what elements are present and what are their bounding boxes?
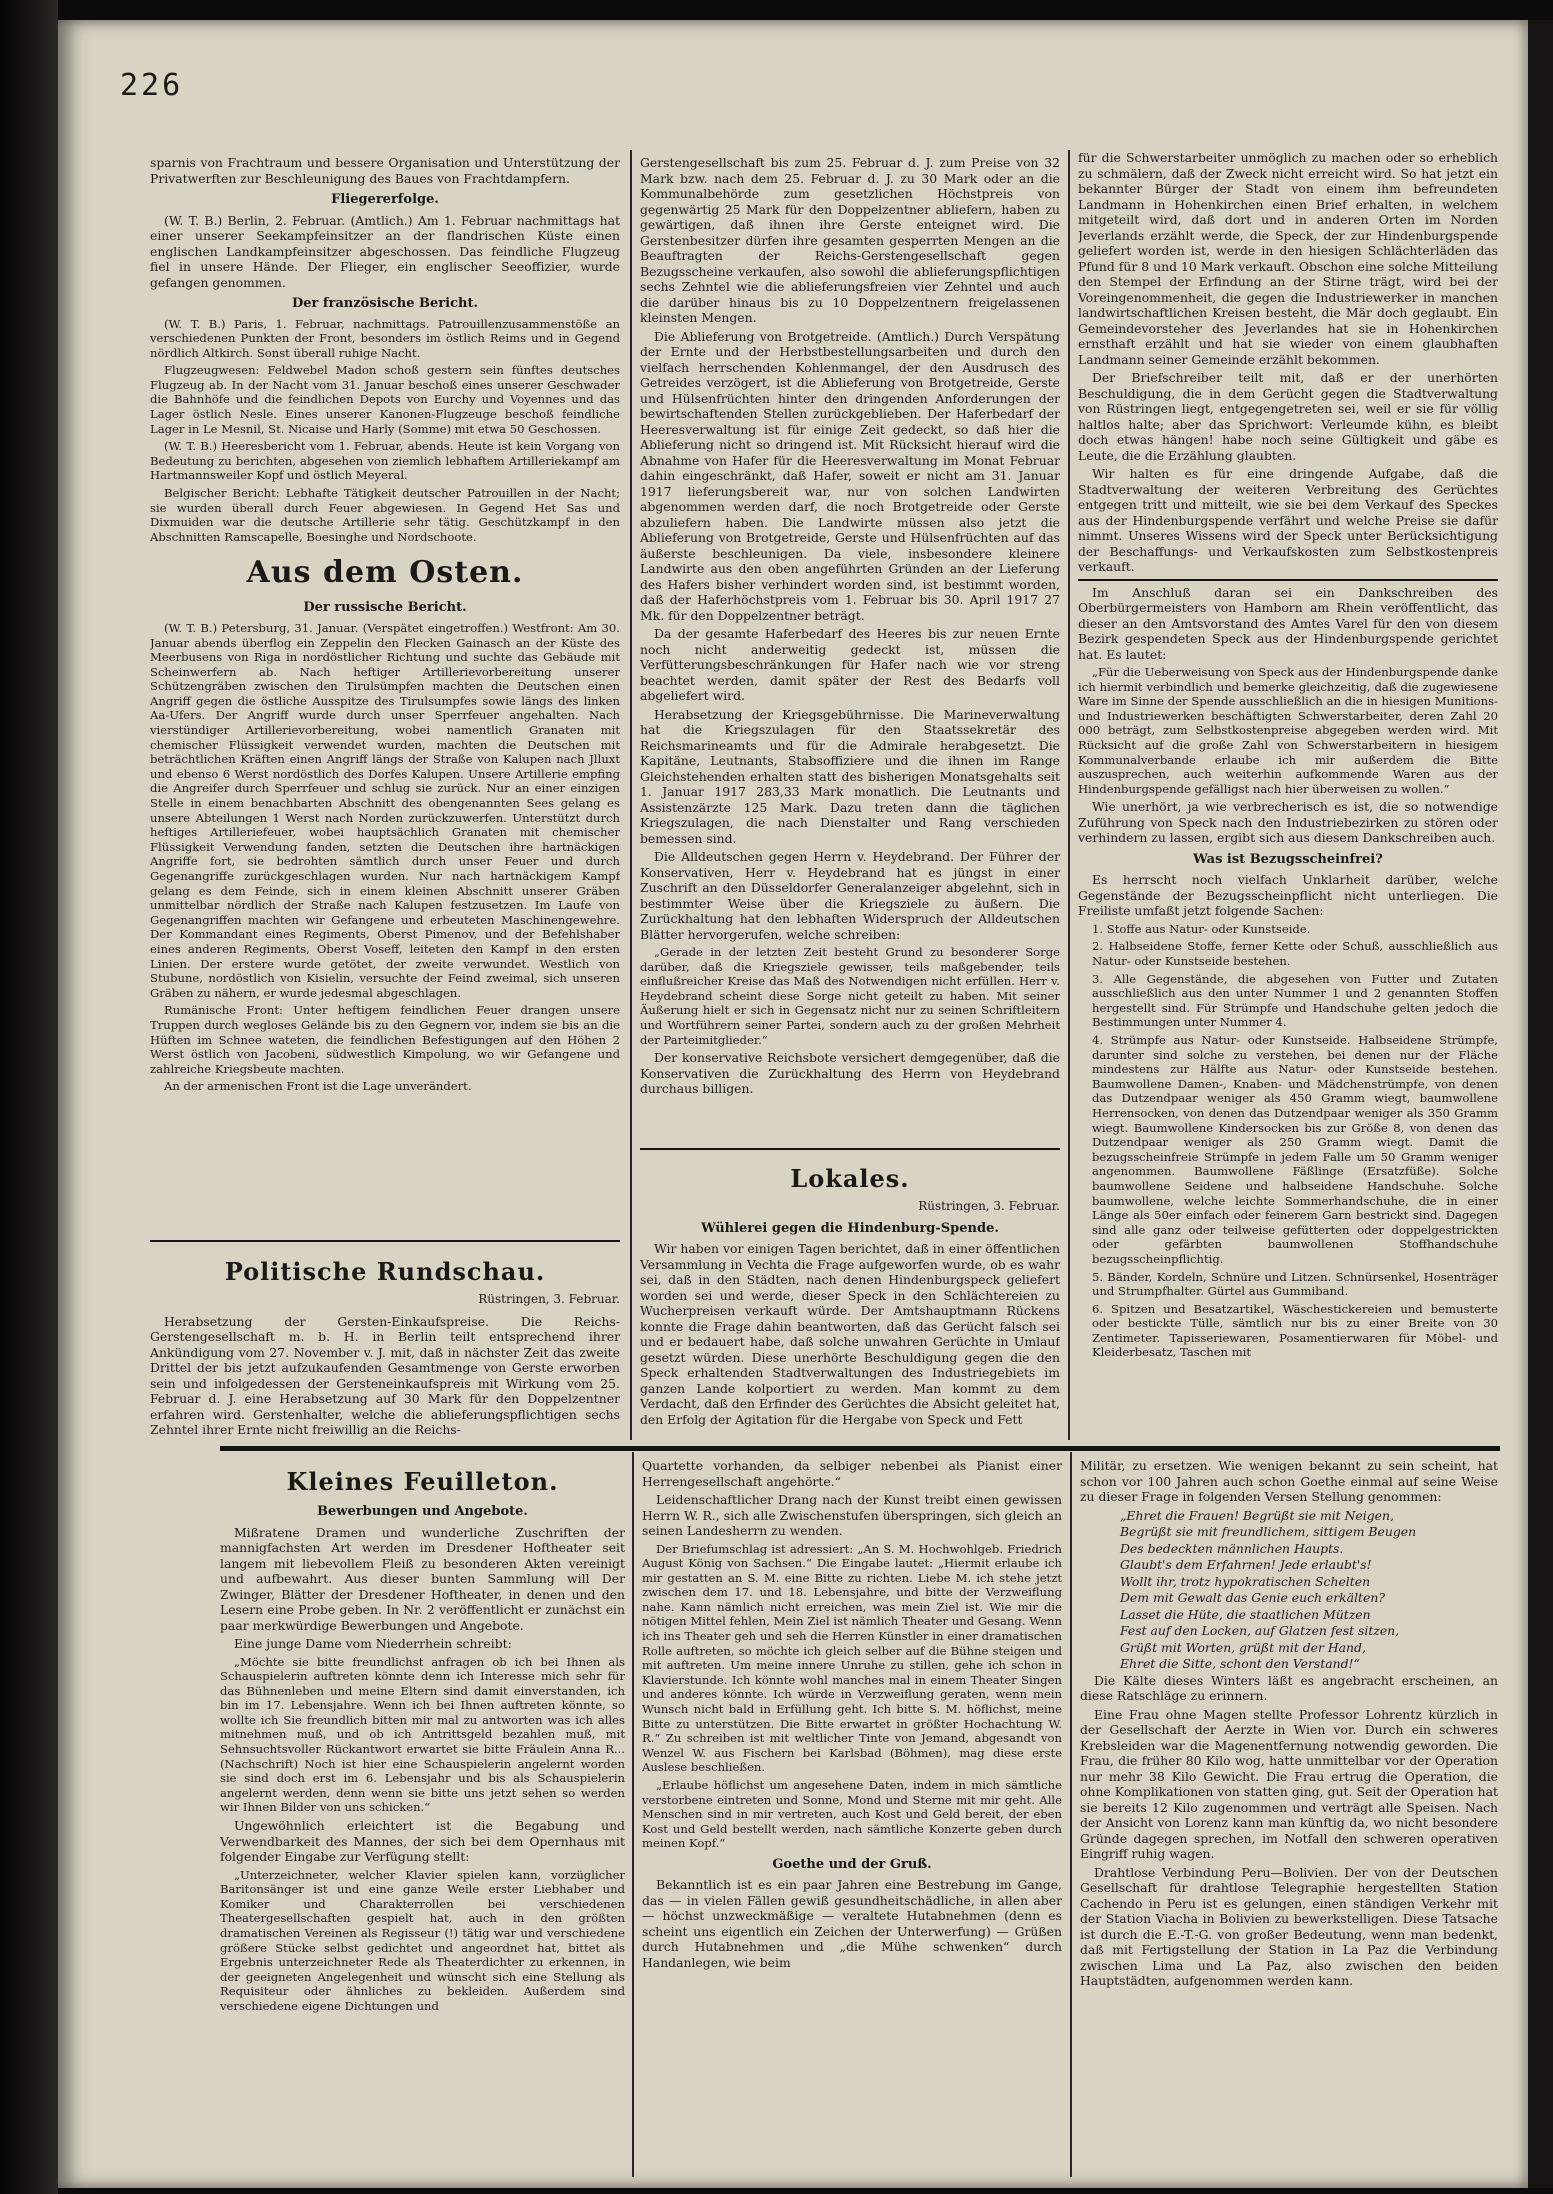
- list-item: 3. Alle Gegenstände, die abgesehen von Futter und Zutaten ausschließlich aus den unter Nummer 1 und 2 genannten Stoffen hergestellt sind. Für Strümpfe und Handschuhe gelten jedoch die Bestimmungen unter Nummer 4.: [1092, 971, 1498, 1030]
- feuilleton-col2-p4: „Erlaube höflichst um angesehene Daten, indem in mich sämtliche verstorbene eintreten und Sonne, Mond und Sterne mit mir geht. Alle Menschen sind in mir vertreten, auch Kost und Geld bereit, der eben Kost und Geld bestellt werden, nach sämtliche Konzerte geben durch meinen Kopf.“: [642, 1778, 1062, 1851]
- article-politik: Herabsetzung der Gersten-Einkaufspreise. Die Reichs-Gerstengesellschaft m. b. H. in Berlin teilt entsprechend ihrer Ankündigung vom 27. November v. J. mit, daß in nächster Zeit das zweite Drittel der bis jetzt aufzukaufenden Gesamtmenge von Gerste erworben sein und infolgedessen der Gersteneinkaufspreis mit Wirkung vom 25. Februar d. J. eine Herabsetzung auf 30 Mark für den Doppelzentner erfahren wird. Gerstenhalter, welche die ablieferungspflichtigen sechs Zehntel ihrer Ernte nicht freiwillig an die Reichs-: [150, 1313, 620, 1437]
- article-dankschreiben-3: Wie unerhört, ja wie verbrecherisch es ist, die so notwendige Zuführung von Speck nach den Industriebezirken zu stören oder verhindern zu lassen, ergibt sich aus diesem Dankschreiben auch.: [1078, 799, 1498, 846]
- heading-lokales: Lokales.: [790, 1164, 910, 1193]
- poem-line: Glaubt's dem Erfahrnen! Jede erlaubt's!: [1120, 1557, 1372, 1572]
- list-item: 5. Bänder, Kordeln, Schnüre und Litzen. Schnürsenkel, Hosenträger und Strumpfhalter. Gürtel aus Gummiband.: [1092, 1269, 1498, 1299]
- intro-paragraph: sparnis von Frachtraum und bessere Organisation und Unterstützung der Privatwerften zur Beschleunigung des Baues von Frachtdampfern.: [150, 155, 620, 186]
- poem-line: Ehret die Sitte, schont den Verstand!“: [1120, 1656, 1360, 1671]
- article-alldeutsche-3: Der konservative Reichsbote versichert demgegenüber, daß die Konservativen die Zurückhaltung des Herrn von Heydebrand durchaus billigen.: [640, 1050, 1060, 1097]
- feuilleton-p4: Ungewöhnlich erleichtert ist die Begabung und Verwendbarkeit des Mannes, der sich bei dem Opernhaus mit folgender Eingabe zur Verfügung stellt:: [220, 1818, 625, 1865]
- list-item: 6. Spitzen und Besatzartikel, Wäschestickereien und bemusterte oder bestickte Tülle, sämtlich nur bis zu einer Breite von 30 Zentimeter. Tapisseriewaren, Posamentierwaren für Möbel- und Kleiderbesatz, Taschen mit: [1092, 1301, 1498, 1360]
- feuilleton-divider-2: [1070, 1452, 1072, 2177]
- poem-line: Wollt ihr, trotz hypokratischen Schelten: [1120, 1573, 1371, 1589]
- book-binding: [0, 0, 58, 2194]
- feuilleton-col3-p4: Drahtlose Verbindung Peru—Bolivien. Der von der Deutschen Gesellschaft für drahtlose Telegraphie hergestellten Station Cachendo in Peru ist es gelungen, einen ständigen Verkehr mit der Station Viacha in Bolivien zu bewerkstelligen. Diese Tatsache ist durch die E.-T.-G. von großer Bedeutung, wenn man bedenkt, daß mit Fertigstellung der Station in La Paz die Verbindung zwischen Lima und La Paz, also zwischen den beiden Hauptstädten, aufgenommen werden kann.: [1080, 1864, 1498, 1988]
- article-russ-2: Rumänische Front: Unter heftigem feindlichen Feuer drangen unsere Truppen durch wegloses Gelände bis zu den Gegnern vor, indem sie bis an die Hüften im Schnee wateten, die feindlichen Befestigungen auf den Höhen 2 Werst östlich von Jacobeni, südwestlich Kimpolung, wo wir Gefangene und zahlreiche Kriegsbeute machten.: [150, 1003, 620, 1076]
- article-brotgetreide-2: Da der gesamte Haferbedarf des Heeres bis zur neuen Ernte noch nicht anderweitig gedeckt ist, müssen die Verfütterungsbeschränkungen für Hafer nach wie vor streng beachtet werden, damit später der Rest des Bedarfs voll abgeliefert wird.: [640, 626, 1060, 703]
- article-alldeutsche-quote: „Gerade in der letzten Zeit besteht Grund zu besonderer Sorge darüber, daß die Kriegsziele gewisser, teils maßgebender, teils einflußreicher Kreise das Maß des Notwendigen nicht erfüllen. Herr v. Heydebrand scheint diese Sorge nicht geteilt zu haben. Mit seiner Äußerung hielt er sich in Gegensatz nicht nur zu seinen Schriftleitern und Wortführern seiner Partei, sondern auch zu der großen Mehrheit der Parteimitglieder.“: [640, 945, 1060, 1047]
- rule-col2: [640, 1148, 1060, 1150]
- article-briefschreiber: Der Briefschreiber teilt mit, daß er der unerhörten Beschuldigung, die in dem Gerücht gegen die Stadtverwaltung von Rüstringen liegt, entgegengetreten sei, weil er sie für völlig haltlos halte; aber das Sprichwort: Verleumde kühn, es bleibt doch etwas hängen! habe noch seine Gültigkeit und gäbe es Leute, die die Erzählung glaubten.: [1078, 370, 1498, 463]
- heading-goethe-gruss: Goethe und der Gruß.: [772, 1856, 932, 1872]
- article-russ-3: An der armenischen Front ist die Lage unverändert.: [164, 1079, 472, 1094]
- feuilleton-p3: „Möchte sie bitte freundlichst anfragen ob ich bei Ihnen als Schauspielerin auftreten könnte denn ich Interesse mich sehr für das Bühnenleben und meine Eltern sind damit einverstanden, ich bin im 17. Lebensjahre. Wenn ich bei Ihnen auftreten könnte, so wollte ich Sie freundlich bitten mir mal zu antworten was ich alles mitnehmen muß, und ob ich Antrittsgeld bezahlen muß, mit Sehnsuchtsvoller Rückantwort erwartet sie bitte Fräulein Anna R... (Nachschrift) Noch ist hier eine Schauspielerin angelernt worden sie sind doch erst im 6. Lebensjahr und bis als Schauspielerin angelernt werden, denn wenn sie bitte uns jetzt sehen so werden wir Ihnen Bilder von uns schicken.“: [220, 1654, 625, 1815]
- article-fliegererfolge: (W. T. B.) Berlin, 2. Februar. (Amtlich.) Am 1. Februar nachmittags hat einer unserer Seekampfeinsitzer an der flandrischen Küste einen englischen Landkampfeinsitzer abgeschossen. Das feindliche Flugzeug fiel in unsere Hände. Der Flieger, ein englischer Seeoffizier, wurde gefangen genommen.: [150, 212, 620, 290]
- feuilleton-p2: Eine junge Dame vom Niederrhein schreibt:: [234, 1636, 512, 1651]
- article-brotgetreide: Die Ablieferung von Brotgetreide. (Amtlich.) Durch Verspätung der Ernte und der Herbstbestellungsarbeiten und durch den vielfach herrschenden Kohlenmangel, der den Ausdrusch des Getreides verzögert, ist die Ablieferung von Brotgetreide, Gerste und Hülsenfrüchten hinter den dringenden Anforderungen der bewirtschaftenden Stellen zurückgeblieben. Der Haferbedarf der Heeresverwaltung ist für einige Zeit gedeckt, so daß hier die Ablieferung nicht so dringend ist. Mit Rücksicht hierauf wird die Abnahme von Hafer für die Heeresverwaltung im Monat Februar dahin eingeschränkt, daß Hafer, soweit er nicht am 31. Januar 1917 lieferungsbereit war, nur von solchen Landwirten abgenommen werden darf, die noch Brotgetreide oder Gerste abzuliefern haben. Die Landwirte müssen also jetzt die Ablieferung von Brotgetreide, Gerste und Hülsenfrüchten auf das äußerste beschleunigen. Da viele, insbesondere kleinere Landwirte aus den oben angeführten Gründen an der Lieferung des Hafers bisher verhindert worden sind, ist bestimmt worden, daß der Haferhöchstpreis vom 1. Februar bis 30. April 1917 27 Mk. für den Doppelzentner beträgt.: [640, 328, 1060, 623]
- feuilleton-p5: „Unterzeichneter, welcher Klavier spielen kann, vorzüglicher Baritonsänger ist und eine ganze Weile erster Liebhaber und Komiker und Charakterrollen bei verschiedenen Theatergesellschaften gespielt hat, auch in den größten dramatischen Vereinen als Regisseur (!) tätig war und verschiedene größere Stücke selbst gedichtet und angeordnet hat, bittet als Ergebnis unterzeichneter Rede als Theaterdichter zu erkennen, in der geeigneten Angelegenheit und wünscht sich eine Stellung als Requisiteur oder ähnliches zu bekleiden. Außerdem sind verschiedene eigene Dichtungen und: [220, 1867, 625, 2013]
- poem-line: Dem mit Gewalt das Genie euch erkälten?: [1120, 1590, 1385, 1605]
- article-kriegsgebuehrnisse: Herabsetzung der Kriegsgebührnisse. Die Marineverwaltung hat die Kriegszulagen für den Staatssekretär des Reichsmarineamts und für die Admirale herabgesetzt. Die Kapitäne, Leutnants, Stabsoffiziere und die ihnen im Range Gleichstehenden erhalten statt des bisherigen Monatsgehalts seit 1. Januar 1917 283,33 Mark monatlich. Die Leutnants und Assistenzärzte 125 Mark. Dazu treten dann die täglichen Kriegszulagen, die nach Dienstalter und Rang verschieden bemessen sind.: [640, 706, 1060, 846]
- dateline-lokales: Rüstringen, 3. Februar.: [918, 1199, 1060, 1213]
- poem-line: Lasset die Hüte, die staatlichen Mützen: [1120, 1606, 1371, 1622]
- article-russ-1: (W. T. B.) Petersburg, 31. Januar. (Verspätet eingetroffen.) Westfront: Am 30. Januar abends überflog ein Zeppelin den Flecken Gainasch an der Küste des Meerbusens von Riga in nordöstlicher Richtung und suchte das Gebäude mit Scheinwerfern ab. Nach heftiger Artillerievorbereitung unserer Schützengräben zwischen den Tirulsümpfen machten die Deutschen einen Angriff gegen die östliche Ausspitze des Tirulsumpfes sowie längs des linken Aa-Ufers. Der Angriff wurde durch unser Sperrfeuer angehalten. Nach vierstündiger Artillerievorbereitung, wobei namentlich Granaten mit chemischer Flüssigkeit verwendet wurden, machten die Deutschen mit beträchtlichen Kräften einen Angriff längs der Straße von Kalupen nach Jlluxt und ebenso 6 Werst nordöstlich des Dorfes Kalupen. Unsere Artillerie empfing die Angreifer durch Sperrfeuer und schlug sie zurück. Nur an einer einzigen Stelle in einem benachbarten Abschnitt des obengenannten Sees gelang es unsere Abteilungen 1 Werst nach Norden zurückzuwerfen. Unterstützt durch heftiges Artilleriefeuer, wobei hauptsächlich Granaten mit chemischer Flüssigkeit Verwendung fanden, setzten die Deutschen ihre hartnäckigen Angriffe fort, sie bedrohten sämtlich durch unser Feuer und durch Gegenangriffe zurückgeschlagen wurden. Nur nach hartnäckigem Kampf gelang es dem Feinde, sich in einem kleinen Abschnitt unserer Gräben unmittelbar nördlich der Straße nach Kalupen festzusetzen. Im Laufe von Gegenangriffen machten wir Gefangene und erbeuteten Maschinengewehre. Der Kommandant eines Regiments, Oberst Pimenov, und der Befehlshaber eines anderen Regiments, Oberst Voseff, leiteten den Kampf in den ersten Linien. Der erstere wurde getötet, der zweite verwundet. Westlich von Stubune, nordöstlich von Kisielin, versuchte der Feind zweimal, sich unseren Gräben zu nähern, er wurde jedesmal abgeschlagen.: [150, 620, 620, 1000]
- article-dankschreiben: Im Anschluß daran sei ein Dankschreiben des Oberbürgermeisters von Hamborn am Rhein veröffentlicht, das dieser an den Amtsvorstand des Amtes Varel für den von diesem Bezirk gespendeten Speck aus der Hindenburgspende gerichtet hat. Es lautet:: [1078, 584, 1498, 662]
- poem-line: Begrüßt sie mit freundlichem, sittigem Beugen: [1120, 1524, 1417, 1539]
- page-edge-shadow: [1528, 20, 1553, 2188]
- column-2-lokales: [640, 1155, 1060, 1440]
- poem-line: „Ehret die Frauen! Begrüßt sie mit Neigen,: [1120, 1507, 1394, 1523]
- article-gerste-cont: Gerstengesellschaft bis zum 25. Februar d. J. zum Preise von 32 Mark bzw. nach dem 25. Februar d. J. zu 30 Mark oder an die Kommunalbehörde zum gesetzlichen Höchstpreis von gegenwärtig 25 Mark für den Doppelzentner abliefern, haben zu gewärtigen, daß ihnen ihre Gerste enteignet wird. Die Gerstenbesitzer dürfen ihre gesamten gesperrten Mengen an die Beauftragten der Reichs-Gerstengesellschaft gegen Bezugsscheine verkaufen, also sowohl die ablieferungspflichtigen sechs Zehntel wie die ablieferungsfreien vier Zehntel und auch die darüber hinaus bis zu 10 Doppelzentnern freigelassenen kleinsten Mengen.: [640, 155, 1060, 325]
- heading-politische-rundschau: Politische Rundschau.: [224, 1257, 546, 1286]
- column-2: [640, 155, 1060, 1155]
- page-number: 226: [120, 68, 184, 103]
- feuilleton-separator: [220, 1446, 1500, 1451]
- feuilleton-col3-p3: Eine Frau ohne Magen stellte Professor Lohrentz kürzlich in der Gesellschaft der Aerzte in Wien vor. Durch ein schweres Krebsleiden war die Magenentfernung notwendig geworden. Die Frau, die früher 80 Kilo wog, hatte unmittelbar vor der Operation nur mehr 38 Kilo Gewicht. Die Frau ertrug die Operation, die ohne Komplikationen von statten ging, gut. Seit der Operation hat sie bereits 12 Kilo zugenommen und verträgt alle Speisen. Nach der Ansicht von Lorenz kann man künftig da, wo nicht besondere Gründe dagegen sprechen, im Notfall den schweren operativen Eingriff ruhig wagen.: [1080, 1706, 1498, 1861]
- feuilleton-col3-p1: Militär, zu ersetzen. Wie wenigen bekannt zu sein scheint, hat schon vor 100 Jahren auch schon Goethe einmal auf seine Weise zu dieser Frage in folgenden Versen Stellung genommen:: [1080, 1458, 1498, 1504]
- heading-kleines-feuilleton: Kleines Feuilleton.: [286, 1467, 559, 1496]
- feuilleton-col2-p3: Der Briefumschlag ist adressiert: „An S. M. Hochwohlgeb. Friedrich August König von Sachsen.“ Die Eingabe lautet: „Hiermit erlaube ich mir gestatten an S. M. eine Bitte zu richten. Liebe M. ich stehe jetzt zwischen dem 17. und 18. Lebensjahre, und bitte der Verzweiflung nahe. Kann nämlich nicht erreichen, was mein Ziel ist. Wie mir die nötigen Mittel fehlen, Mein Ziel ist nämlich Theater und Gesang. Wenn ich ins Theater geh und seh die Herren Künstler in einer dramatischen Rolle auftreten, so möchte ich gleich selber auf die Bühne steigen und mit auftreten. Um meine innere Unruhe zu stillen, gehe ich schon in Klavierstunde. Ich könnte wohl manches mal in einem Theater Singen und anderes könnte. Ich würde in Verzweiflung geraten, wenn mein Wunsch nicht bald in Erfüllung geht. Ich bitte S. M. höflichst, meine Bitte zu unterstützen. Die Bitte erwartet in größter Hochachtung W. R.“ Zu schreiben ist mit weltlicher Tinte von Jemand, abgesandt von Wenzel W. aus Fischern bei Karlsbad (Böhmen), mag diese erste Auslese beschließen.: [642, 1541, 1062, 1775]
- heading-wuehlerei: Wühlerei gegen die Hindenburg-Spende.: [701, 1220, 999, 1236]
- article-belgischer-bericht: Belgischer Bericht: Lebhafte Tätigkeit deutscher Patrouillen in der Nacht; sie wurden überall durch Feuer abgewiesen. In Gegend Het Sas und Dixmuiden war die deutsche Artillerie sehr tätig. Geschützkampf in den Abschnitten Ramscapelle, Boesinghe und Nordschoote.: [150, 486, 620, 544]
- poem-line: Grüßt mit Worten, grüßt mit der Hand,: [1120, 1639, 1366, 1655]
- column-1-politik: [150, 1248, 620, 1438]
- article-wuehlerei: Wir haben vor einigen Tagen berichtet, daß in einer öffentlichen Versammlung in Vechta die Frage aufgeworfen wurde, ob es wahr sei, daß in den Städten, nach denen Hindenburgspeck geliefert worden sei und werde, dieser Speck in den Schlächtereien zu Wucherpreisen verkauft würde. Der Amtshauptmann Rückens konnte die Frage dahin beantworten, daß das Gerücht falsch sei und er bedauert habe, daß solche unwahren Gerüchte in Umlauf gesetzt würden. Diese unerhörte Beschuldigung gegen die den Speck erhaltenden Stadtverwaltungen des Industriegebiets im ganzen Lande kolportiert zu werden. Man kommt zu dem Verdacht, daß den Erfinder des Gerüchtes die Absicht geleitet hat, den Erfolg der Agitation für die Hergabe von Speck und Fett: [640, 1241, 1060, 1427]
- list-item: 1. Stoffe aus Natur- oder Kunstseide.: [1092, 921, 1311, 936]
- heading-franzoesischer-bericht: Der französische Bericht.: [292, 296, 478, 311]
- column-1: [150, 155, 620, 1235]
- article-speck-cont: für die Schwerstarbeiter unmöglich zu machen oder so erheblich zu schmälern, daß der Zweck nicht erreicht wird. So hat jetzt ein bekannter Bürger der Stadt von einem ihm befreundeten Landmann in Hohenkirchen einen Brief erhalten, in welchem mitgeteilt wird, daß dort und in anderen Orten im Norden Jeverlands erzählt werde, die Speck, der zur Hindenburgspende geliefert worden ist, werde in den hiesigen Schlächterläden das Pfund für 8 und 10 Mark verkauft. Obschon eine solche Mitteilung den Stempel der Erfindung an der Stirne trägt, wird bei der Voreingenommenheit, die gegen die Industriewerker in manchen landwirtschaftlichen Kreisen besteht, die Mär doch geglaubt. Ein Gemeindevorsteher des Jeverlandes hat sie in Hohenkirchen ernsthaft erzählt und hat sie wieder von einem glaubhaften Landmann seiner Gemeinde erzählt bekommen.: [1078, 150, 1498, 367]
- heading-fliegererfolge: Fliegererfolge.: [331, 192, 439, 207]
- feuilleton-col2-p1: Quartette vorhanden, da selbiger nebenbei als Pianist einer Herrengesellschaft angehörte.“: [642, 1458, 1062, 1489]
- article-franz-2: Flugzeugwesen: Feldwebel Madon schoß gestern sein fünftes deutsches Flugzeug ab. In der Nacht vom 31. Januar beschoß eines unserer Geschwader die Bahnhöfe und die feindlichen Depots von Eurchy und Voyennes und das Lager östlich Nesle. Eines unserer Kanonen-Flugzeuge beschoß feindliche Lager in Le Mesnil, St. Nicaise und Harly (Somme) mit etwa 50 Geschossen.: [150, 363, 620, 436]
- article-dankschreiben-quote: „Für die Ueberweisung von Speck aus der Hindenburgspende danke ich hiermit verbindlich und bemerke gleichzeitig, daß die zugewiesene Ware im Sinne der Spende ausschließlich an die in hiesigen Munitions- und Industriewerken beschäftigten Schwerstarbeiter, deren Zahl 20 000 beträgt, zum Selbstkostenpreise abgegeben werden wird. Mit Rücksicht auf die große Zahl von Schwerstarbeitern in hiesigem Kommunalverbande erlaube ich mir außerdem die Bitte auszusprechen, auch weiterhin aufkommende Waren aus der Hindenburgspende gefälligst nach hier überweisen zu wollen.“: [1078, 665, 1498, 796]
- feuilleton-col2-p2: Leidenschaftlicher Drang nach der Kunst treibt einen gewissen Herrn W. R., sich alle Zwischenstufen überspringen, sich gleich an seinen Landesherrn zu wenden.: [642, 1492, 1062, 1538]
- heading-bezugsscheinfrei: Was ist Bezugsscheinfrei?: [1193, 851, 1383, 867]
- dateline-politik: Rüstringen, 3. Februar.: [478, 1292, 620, 1306]
- feuilleton-column-3: [1080, 1458, 1498, 2183]
- feuilleton-col2-p5: Bekanntlich ist es ein paar Jahren eine Bestrebung im Gange, das — in vielen Fällen gewiß gesundheitschädliche, in allen aber — höchst unzweckmäßige — veraltete Hutabnehmen (denn es scheint uns eigentlich ein Zeichen der Unterwerfung) — Grüßen durch Hutabnehmen und „die Mühe schwenken“ durch Handanlegen, wie beim: [642, 1877, 1062, 1970]
- article-bezugsscheinfrei: Es herrscht noch vielfach Unklarheit darüber, welche Gegenstände der Bezugsscheinpflicht nicht unterliegen. Die Freiliste umfaßt jetzt folgende Sachen:: [1078, 872, 1498, 919]
- freiliste: [1078, 922, 1498, 1360]
- feuilleton-divider-1: [632, 1452, 634, 2177]
- article-franz-1: (W. T. B.) Paris, 1. Februar, nachmittags. Patrouillenzusammenstöße an verschiedenen Punkten der Front, besonders im östlich Reims und in Gegend nördlich Altkirch. Sonst überall ruhige Nacht.: [150, 316, 620, 360]
- feuilleton-column-2: [642, 1458, 1062, 2183]
- article-franz-3: (W. T. B.) Heeresbericht vom 1. Februar, abends. Heute ist kein Vorgang von Bedeutung zu berichten, abgesehen von ziemlich lebhaftem Artilleriekampf am Hartmannsweiler Kopf und östlich Meyeral.: [150, 439, 620, 483]
- feuilleton-column-1: [220, 1458, 625, 2183]
- heading-bewerbungen: Bewerbungen und Angebote.: [317, 1504, 528, 1519]
- article-alldeutsche: Die Alldeutschen gegen Herrn v. Heydebrand. Der Führer der Konservativen, Herr v. Heydebrand hat es jüngst in einer Zuschrift an den Düsseldorfer Generalanzeiger abgelehnt, sich in bestimmter Weise über die Kriegsziele zu äußern. Die Zurückhaltung hat den lebhaften Widerspruch der Alldeutschen Blätter hervorgerufen, welche schreiben:: [640, 849, 1060, 942]
- list-item: 2. Halbseidene Stoffe, ferner Kette oder Schuß, ausschließlich aus Natur- oder Kunstseide bestehen.: [1092, 939, 1498, 969]
- poem-line: Des bedeckten männlichen Haupts.: [1120, 1540, 1344, 1556]
- list-item: 4. Strümpfe aus Natur- oder Kunstseide. Halbseidene Strümpfe, darunter sind solche zu verstehen, bei denen nur der Fläche mindestens zur Hälfte aus Natur- oder Kunstseide bestehen. Baumwollene Damen-, Knaben- und Mädchenstrümpfe, von denen das Dutzendpaar weniger als 450 Gramm wiegt, baumwollene Herrensocken, von denen das Dutzendpaar weniger als 350 Gramm wiegt. Baumwollene Kindersocken bis zur Größe 8, von denen das Dutzendpaar weniger als 250 Gramm wiegt. Damit die bezugsscheinfreie Strümpfe in jedem Falle um 50 Gramm weniger angenommen. Baumwollene Fäßlinge (Ersatzfüße). Solche baumwollene Seidene und halbseidene Handschuhe. Solche baumwollene, welche leichte Sommerhandschuhe, die in einer Länge als 50er einfach oder feinerem Garn bestrickt sind. Dagegen sind alle ganz oder teilweise gefütterten oder doppelgestrickten oder gefärbten baumwollenen Stoffhandschuhe bezugsscheinpflichtig.: [1092, 1033, 1498, 1266]
- article-stadtverwaltung: Wir halten es für eine dringende Aufgabe, daß die Stadtverwaltung der weiteren Verbreitung des Gerüchtes entgegen tritt und mitteilt, wie sie bei dem Verkauf des Speckes aus der Hindenburgspende verfährt und welche Preise sie dafür nimmt. Unseres Wissens wird der Speck unter Berücksichtigung der Beschaffungs- und Verkaufskosten zum Selbstkostenpreis verkauft.: [1078, 466, 1498, 574]
- feuilleton-p1: Mißratene Dramen und wunderliche Zuschriften der mannigfachsten Art werden im Dresdener Hoftheater seit langem mit liebevollem Fleiß zu besonderen Akten vereinigt und aufbewahrt. Aus dieser bunten Sammlung will Der Zwinger, Blätter der Dresdener Hoftheater, in denen und den Lesern eine Probe geben. In Nr. 2 veröffentlicht er zunächst ein paar merkwürdige Bewerbungen und Angebote.: [220, 1524, 625, 1633]
- heading-aus-dem-osten: Aus dem Osten.: [246, 555, 524, 591]
- heading-russischer-bericht: Der russische Bericht.: [303, 600, 467, 616]
- rule-col1: [150, 1240, 620, 1242]
- feuilleton-col3-p2: Die Kälte dieses Winters läßt es angebracht erscheinen, an diese Ratschläge zu erinnern.: [1080, 1672, 1498, 1703]
- column-divider-2: [1068, 150, 1070, 1440]
- goethe-poem: [1080, 1508, 1498, 1672]
- poem-line: Fest auf den Locken, auf Glatzen fest sitzen,: [1120, 1623, 1400, 1638]
- rule-col3: [1078, 579, 1498, 581]
- column-3: [1078, 150, 1498, 1440]
- column-divider-1: [630, 150, 632, 1440]
